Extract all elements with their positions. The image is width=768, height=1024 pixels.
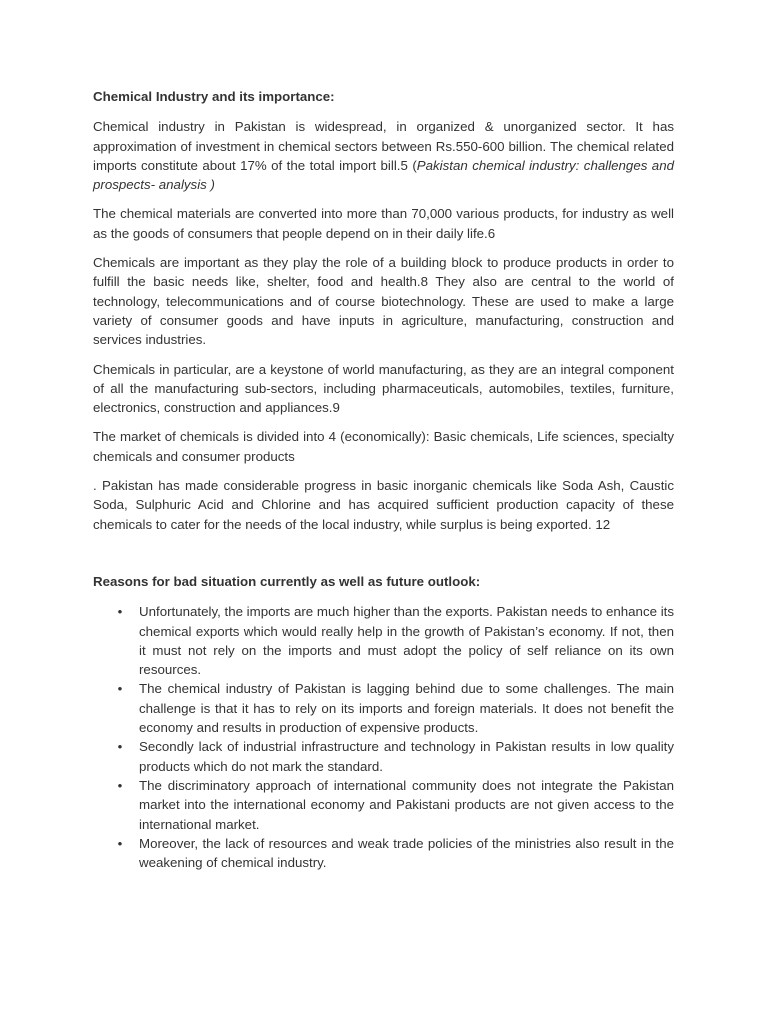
list-item xyxy=(93,834,674,873)
paragraph-keystone: Chemicals in particular, are a keystone of world manufacturing, as they are an integral component of all the manufacturing sub-sectors, including pharmaceuticals, automobiles, textiles, furniture, electronics, construction and appliances.9 xyxy=(93,361,674,416)
document-page xyxy=(93,87,674,872)
bullet-icon: • xyxy=(117,604,123,620)
paragraph-market-division: The market of chemicals is divided into 4 (economically): Basic chemicals, Life sciences, specialty chemicals and consumer products xyxy=(93,429,674,464)
paragraph-building-block: Chemicals are important as they play the role of a building block to produce products in order to fulfill the basic needs like, shelter, food and health.8 They also are central to the world of technology, telecommunications and of course biotechnology. These are used to make a large variety of consumer goods and have inputs in agriculture, manufacturing, construction and services industries. xyxy=(93,255,674,348)
paragraph-progress: . Pakistan has made considerable progress in basic inorganic chemicals like Soda Ash, Caustic Soda, Sulphuric Acid and Chlorine and has acquired sufficient production capacity of these chemicals to cater for the needs of the local industry, while surplus is being exported. 12 xyxy=(93,478,674,532)
list-item xyxy=(93,602,674,679)
section-spacer xyxy=(93,544,674,572)
list-item-text: Secondly lack of industrial infrastructure and technology in Pakistan results in low quality products which do not mark the standard. xyxy=(139,739,674,774)
list-item-text: Unfortunately, the imports are much higher than the exports. Pakistan needs to enhance its chemical exports which would really help in the growth of Pakistan’s economy. If not, then it must not rely on the imports and must adopt the policy of self reliance on its own resources. xyxy=(139,604,674,678)
paragraph-investment-text: Chemical industry in Pakistan is widespread, in organized & unorganized sector. It has approximation of investment in chemical sectors between Rs.550-600 billion. The chemical related imports constitute about 17% of the total import bill.5 ( xyxy=(93,119,674,173)
paragraph-investment xyxy=(93,117,674,194)
bullet-icon: • xyxy=(117,681,123,697)
citation: Pakistan chemical industry: challenges and prospects- analysis ) xyxy=(93,157,674,193)
section-heading-chemical-industry: Chemical Industry and its importance: xyxy=(93,89,335,104)
list-item-text: Moreover, the lack of resources and weak trade policies of the ministries also result in the weakening of chemical industry. xyxy=(139,835,674,871)
bullet-icon: • xyxy=(117,739,123,755)
list-item xyxy=(93,679,674,737)
bullet-icon: • xyxy=(117,835,123,851)
list-item xyxy=(93,737,674,776)
list-item xyxy=(93,776,674,834)
list-item-text: The discriminatory approach of international community does not integrate the Pakistan market into the international economy and Pakistani products are not given access to the international market. xyxy=(139,777,674,832)
section-heading-reasons: Reasons for bad situation currently as well as future outlook: xyxy=(93,573,481,589)
list-item-text: The chemical industry of Pakistan is lagging behind due to some challenges. The main challenge is that it has to rely on its imports and foreign materials. It does not benefit the economy and results in production of expensive products. xyxy=(139,681,674,736)
reasons-list xyxy=(93,602,674,872)
paragraph-products: The chemical materials are converted into more than 70,000 various products, for industry as well as the goods of consumers that people depend on in their daily life.6 xyxy=(93,206,674,241)
bullet-icon: • xyxy=(117,777,123,793)
